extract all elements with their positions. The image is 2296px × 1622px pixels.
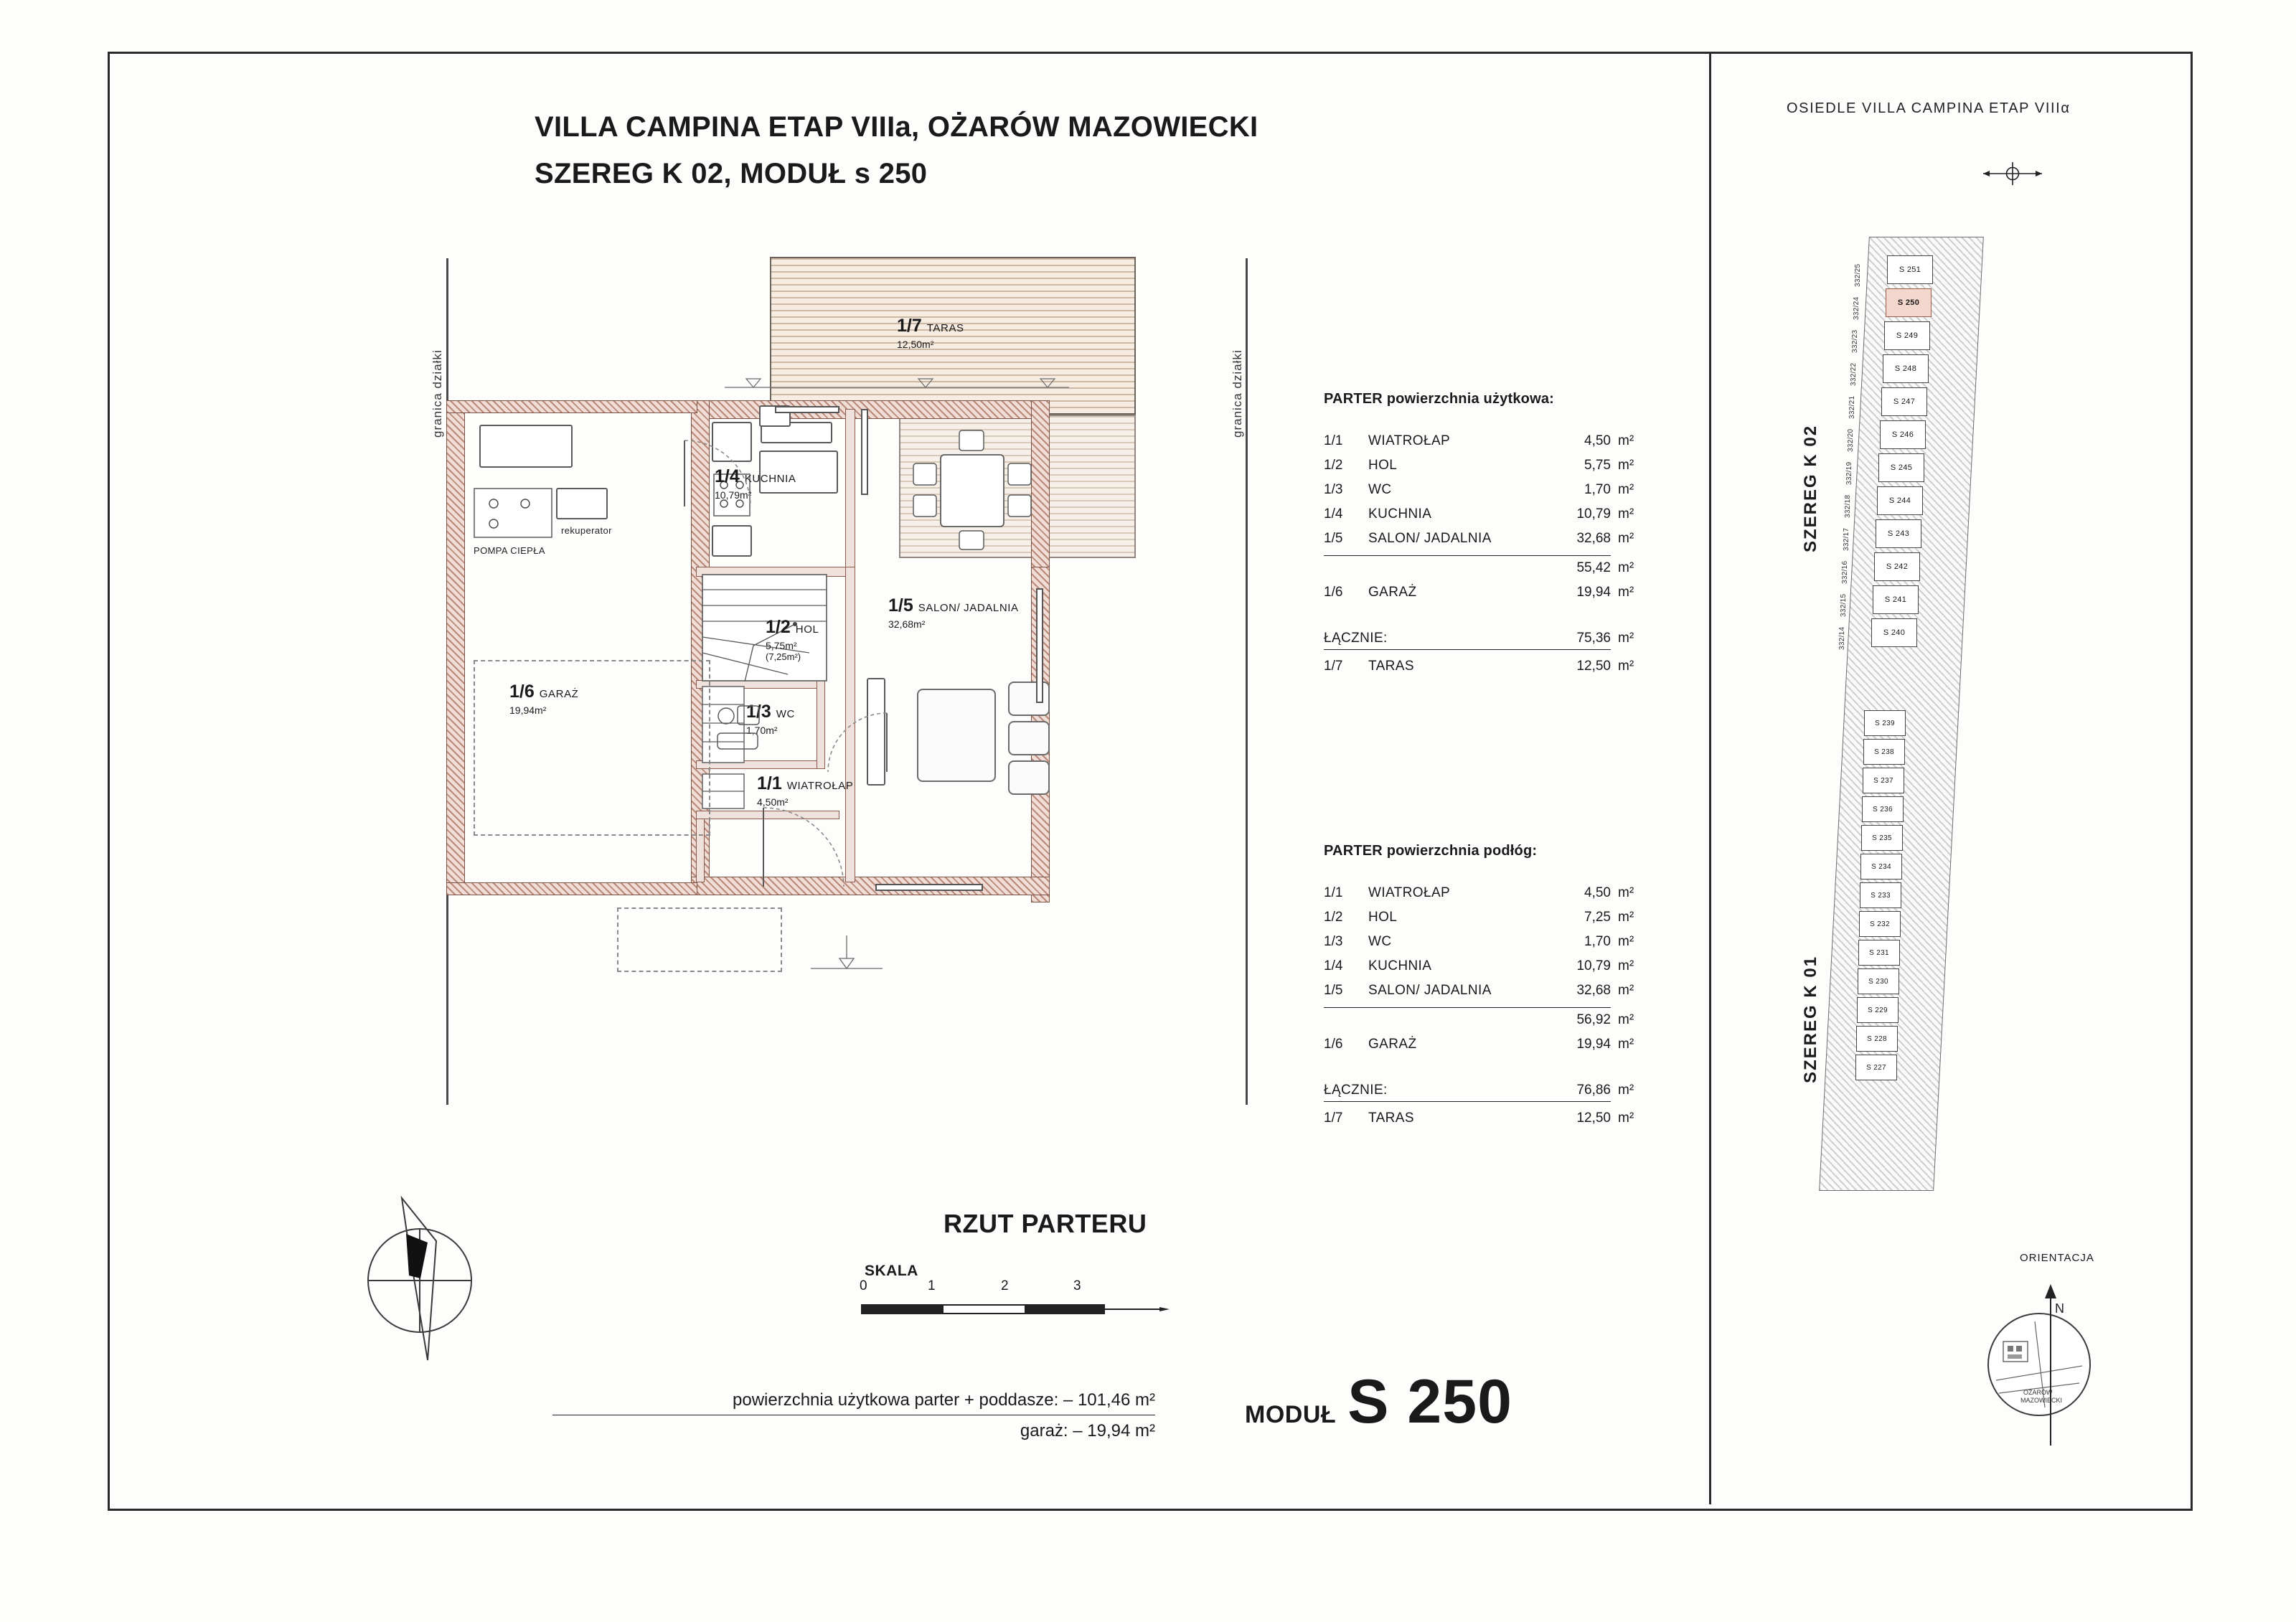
room-code-1-4: 1/4 [715,466,740,486]
site-plot-number: 332/14 [1838,626,1846,650]
site-unit-s245: S 245 [1878,453,1924,482]
schedule-subtotal-rule [1324,1007,1611,1008]
summary-usable-total: powierzchnia użytkowa parter + poddasze: – 101,46 m² [552,1390,1155,1415]
room-tag-1-6 [509,682,578,716]
site-unit-s232: S 232 [1859,911,1901,937]
room-code-1-7: 1/7 [897,316,922,336]
site-unit-s244: S 244 [1877,486,1923,515]
row-name: GARAŻ [1368,585,1417,600]
schedule-total-rule [1324,649,1611,650]
row-value: 4,50 [1584,433,1611,448]
wc-fixtures-icon [713,699,765,755]
row-unit: m² [1618,506,1634,522]
row-name: KUCHNIA [1368,506,1432,522]
schedule-row [1324,506,1634,531]
site-unit-s233: S 233 [1860,882,1901,908]
row-unit: m² [1618,885,1634,900]
scale-tick-1: 1 [928,1278,936,1293]
row-name: WC [1368,482,1392,497]
schedule-row [1324,531,1634,555]
site-unit-s246: S 246 [1880,420,1926,449]
armchair-2 [1008,721,1050,755]
schedule-floor-area [1324,843,1634,1135]
row-value: 10,79 [1576,958,1611,973]
title-block [535,111,1258,190]
room-name-1-7: TARAS [926,322,964,334]
site-unit-s248: S 248 [1883,354,1929,383]
site-plot-number: 332/23 [1851,329,1859,353]
mini-compass-icon [1980,156,2045,191]
row-name: WC [1368,934,1392,949]
site-plot-number: 332/25 [1854,263,1862,287]
site-unit-s236: S 236 [1862,796,1904,822]
room-area-1-1: 4,50m² [757,796,789,808]
room-name-1-2: HOL [795,623,819,636]
window-living-south [875,884,983,891]
row-unit: m² [1618,958,1634,973]
schedule-subtotal [1324,1012,1634,1037]
dining-table-set [908,429,1037,551]
schedule-total [1324,631,1634,655]
module-value: S 250 [1347,1367,1512,1436]
subtotal-value: 55,42 [1576,560,1611,575]
row-name: TARAS [1368,1111,1414,1126]
site-unit-s228: S 228 [1856,1026,1898,1052]
level-markers-top [710,359,1083,409]
orientation-label: ORIENTACJA [2020,1252,2094,1264]
site-unit-s237: S 237 [1863,768,1904,793]
row-code: 1/7 [1324,659,1343,674]
schedule-usable-heading: PARTER powierzchnia użytkowa: [1324,391,1555,407]
door-garage-kitchen [682,438,753,509]
estate-header: OSIEDLE VILLA CAMPINA ETAP VIIIα [1787,100,2071,116]
svg-text:OŻARÓW: OŻARÓW [2023,1389,2053,1396]
total-label: ŁĄCZNIE: [1324,1083,1388,1098]
total-value: 76,86 [1576,1083,1611,1098]
schedule-row [1324,958,1634,983]
row-code: 1/4 [1324,506,1343,522]
row-code: 1/6 [1324,1037,1343,1052]
site-unit-s241: S 241 [1873,585,1919,614]
site-unit-s229: S 229 [1857,997,1899,1023]
site-plan [1801,237,2052,1313]
room-tag-1-7 [897,316,964,350]
row-value: 12,50 [1576,659,1611,674]
row-value: 1,70 [1584,482,1611,497]
recuperator-label: rekuperator [561,525,612,536]
kitchen-cabinet [712,525,752,557]
row-name: KUCHNIA [1368,958,1432,973]
row-unit: m² [1618,482,1634,497]
site-plot-number: 332/16 [1841,560,1849,584]
drawing-title: RZUT PARTERU [944,1209,1147,1238]
total-label: ŁĄCZNIE: [1324,631,1388,646]
row-code: 1/6 [1324,585,1343,600]
interior-wall-wc-east [817,680,825,769]
schedule-row-garage [1324,585,1634,609]
schedule-row [1324,934,1634,958]
svg-text:N: N [2055,1301,2064,1316]
row-name: WIATROŁAP [1368,433,1451,448]
site-unit-s249: S 249 [1884,321,1930,350]
row-code: 1/5 [1324,531,1343,546]
schedule-subtotal-rule [1324,555,1611,556]
window-living-east [1036,588,1043,703]
armchair-1 [1008,682,1050,716]
schedule-subtotal [1324,560,1634,585]
subtotal-value: 56,92 [1576,1012,1611,1027]
frame-vertical-divider [1709,54,1711,1504]
boundary-label-left: granica działki [430,349,444,438]
site-plot-number: 332/19 [1845,461,1853,485]
heat-pump-icon [474,488,552,538]
level-marker-entry [804,933,890,990]
row-code: 1/2 [1324,910,1343,925]
site-unit-s247: S 247 [1881,387,1927,416]
wall-garage-west [446,400,465,895]
site-plot-number: 332/18 [1844,494,1852,518]
row-code: 1/4 [1324,958,1343,973]
door-wc [825,710,890,775]
room-name-1-1: WIATROŁAP [786,780,854,792]
row-unit: m² [1618,458,1634,473]
wall-garage-south [446,882,697,895]
site-plot-number: 332/21 [1848,395,1856,419]
interior-wall-kitchen-east [845,409,855,574]
site-plot-number: 332/17 [1843,527,1850,551]
site-unit-s240: S 240 [1871,618,1917,647]
scale-tick-3: 3 [1073,1278,1081,1293]
room-name-1-5: SALON/ JADALNIA [918,602,1019,614]
site-unit-s251: S 251 [1887,255,1933,284]
room-code-1-3: 1/3 [746,702,771,722]
row-code: 1/5 [1324,983,1343,998]
subtotal-unit: m² [1618,1012,1634,1027]
room-name-1-3: WC [776,708,795,720]
row-value: 4,50 [1584,885,1611,900]
wall-garage-north [446,400,697,413]
boundary-label-right: granica działki [1231,349,1244,438]
schedule-total-rule [1324,1101,1611,1102]
equipment-platform [479,425,573,468]
site-plot-number: 332/15 [1840,593,1848,617]
room-name-1-4: KUCHNIA [744,473,796,485]
row-code: 1/2 [1324,458,1343,473]
room-area-1-3: 1,70m² [746,725,778,736]
row-value: 19,94 [1576,1037,1611,1052]
row-value: 1,70 [1584,934,1611,949]
scale-tick-0: 0 [860,1278,867,1293]
schedule-total [1324,1083,1634,1107]
sofa [917,689,996,782]
window-dining [861,409,868,495]
row-code: 1/3 [1324,482,1343,497]
row-name: SALON/ JADALNIA [1368,983,1492,998]
schedule-row [1324,458,1634,482]
project-subtitle: SZEREG K 02, MODUŁ s 250 [535,158,928,189]
row-value: 5,75 [1584,458,1611,473]
row-value: 12,50 [1576,1111,1611,1126]
schedule-floor-heading: PARTER powierzchnia podłóg: [1324,843,1538,859]
row-unit: m² [1618,934,1634,949]
row-name: TARAS [1368,659,1414,674]
site-unit-s250: S 250 [1886,288,1932,317]
scale-bar [861,1304,1105,1314]
heat-pump-label: POMPA CIEPŁA [474,545,545,556]
total-unit: m² [1618,631,1634,646]
row-value: 19,94 [1576,585,1611,600]
area-summary [552,1390,1155,1441]
row-name: SALON/ JADALNIA [1368,531,1492,546]
plot-boundary-line-right [1246,258,1248,1105]
scale-tick-labels [852,1278,1125,1294]
svg-text:MAZOWIECKI: MAZOWIECKI [2020,1397,2062,1404]
room-code-1-2: 1/2 [766,617,791,637]
room-code-1-1: 1/1 [757,773,782,793]
summary-garage-total: garaż: – 19,94 m² [1020,1421,1155,1441]
recuperator-unit [556,488,608,519]
row-code: 1/1 [1324,885,1343,900]
floor-plan [402,258,1263,1155]
schedule-row-terrace [1324,1111,1634,1135]
site-unit-s238: S 238 [1863,739,1905,765]
room-tag-1-5 [888,595,1019,630]
armchair-3 [1008,760,1050,795]
room-area-1-2: 5,75m² [766,640,797,651]
site-unit-s230: S 230 [1858,968,1899,994]
subtotal-unit: m² [1618,560,1634,575]
site-unit-s242: S 242 [1874,552,1920,581]
row-unit: m² [1618,1037,1634,1052]
schedule-row [1324,983,1634,1007]
north-arrow-icon [2036,1284,2065,1449]
site-unit-s234: S 234 [1860,854,1902,880]
room-area-1-6: 19,94m² [509,704,547,716]
row-name: HOL [1368,458,1398,473]
schedule-row [1324,433,1634,458]
site-unit-s235: S 235 [1861,825,1903,851]
schedule-row [1324,910,1634,934]
row-unit: m² [1618,585,1634,600]
row-code: 1/3 [1324,934,1343,949]
site-plot-number: 332/22 [1850,362,1858,386]
schedule-row [1324,885,1634,910]
room-area-1-7: 12,50m² [897,339,934,350]
module-block [1245,1367,1512,1438]
row-value: 7,25 [1584,910,1611,925]
site-unit-s231: S 231 [1858,940,1900,966]
schedule-row-terrace [1324,659,1634,683]
north-compass-icon [359,1191,495,1370]
site-unit-s227: S 227 [1855,1055,1897,1080]
scale-label: SKALA [865,1263,918,1279]
door-entrance [759,803,852,890]
module-label: MODUŁ [1245,1401,1337,1428]
room-tag-1-1 [757,773,853,808]
row-name: GARAŻ [1368,1037,1417,1052]
total-unit: m² [1618,1083,1634,1098]
row-unit: m² [1618,1111,1634,1126]
schedule-row-garage [1324,1037,1634,1061]
site-unit-s243: S 243 [1876,519,1921,548]
schedule-row [1324,482,1634,506]
scale-tick-2: 2 [1001,1278,1009,1293]
row-unit: m² [1618,983,1634,998]
total-value: 75,36 [1576,631,1611,646]
row-code: 1/7 [1324,1111,1343,1126]
row-code: 1/1 [1324,433,1343,448]
room-name-1-6: GARAŻ [539,688,579,700]
site-row-label-k02: SZEREG K 02 [1801,424,1820,552]
row-unit: m² [1618,433,1634,448]
room-code-1-5: 1/5 [888,595,913,616]
room-tag-1-2 [766,617,819,662]
room-area-alt-1-2: (7,25m²) [766,651,801,662]
site-plot-number: 332/24 [1853,296,1860,320]
row-unit: m² [1618,910,1634,925]
row-value: 10,79 [1576,506,1611,522]
site-plot-number: 332/20 [1847,428,1855,452]
schedule-usable-area [1324,391,1634,683]
room-code-1-6: 1/6 [509,682,535,702]
row-value: 32,68 [1576,983,1611,998]
scale-arrow-icon [1105,1307,1170,1311]
site-unit-s239: S 239 [1864,710,1906,736]
row-name: WIATROŁAP [1368,885,1451,900]
wall-south [691,877,1050,895]
room-area-1-5: 32,68m² [888,618,926,630]
project-title: VILLA CAMPINA ETAP VIIIa, OŻARÓW MAZOWIECKI [535,111,1258,143]
row-value: 32,68 [1576,531,1611,546]
row-name: HOL [1368,910,1398,925]
site-row-label-k01: SZEREG K 01 [1801,955,1820,1083]
row-unit: m² [1618,659,1634,674]
row-unit: m² [1618,531,1634,546]
room-area-1-4: 10,79m² [715,489,752,501]
path-outline [617,907,782,972]
